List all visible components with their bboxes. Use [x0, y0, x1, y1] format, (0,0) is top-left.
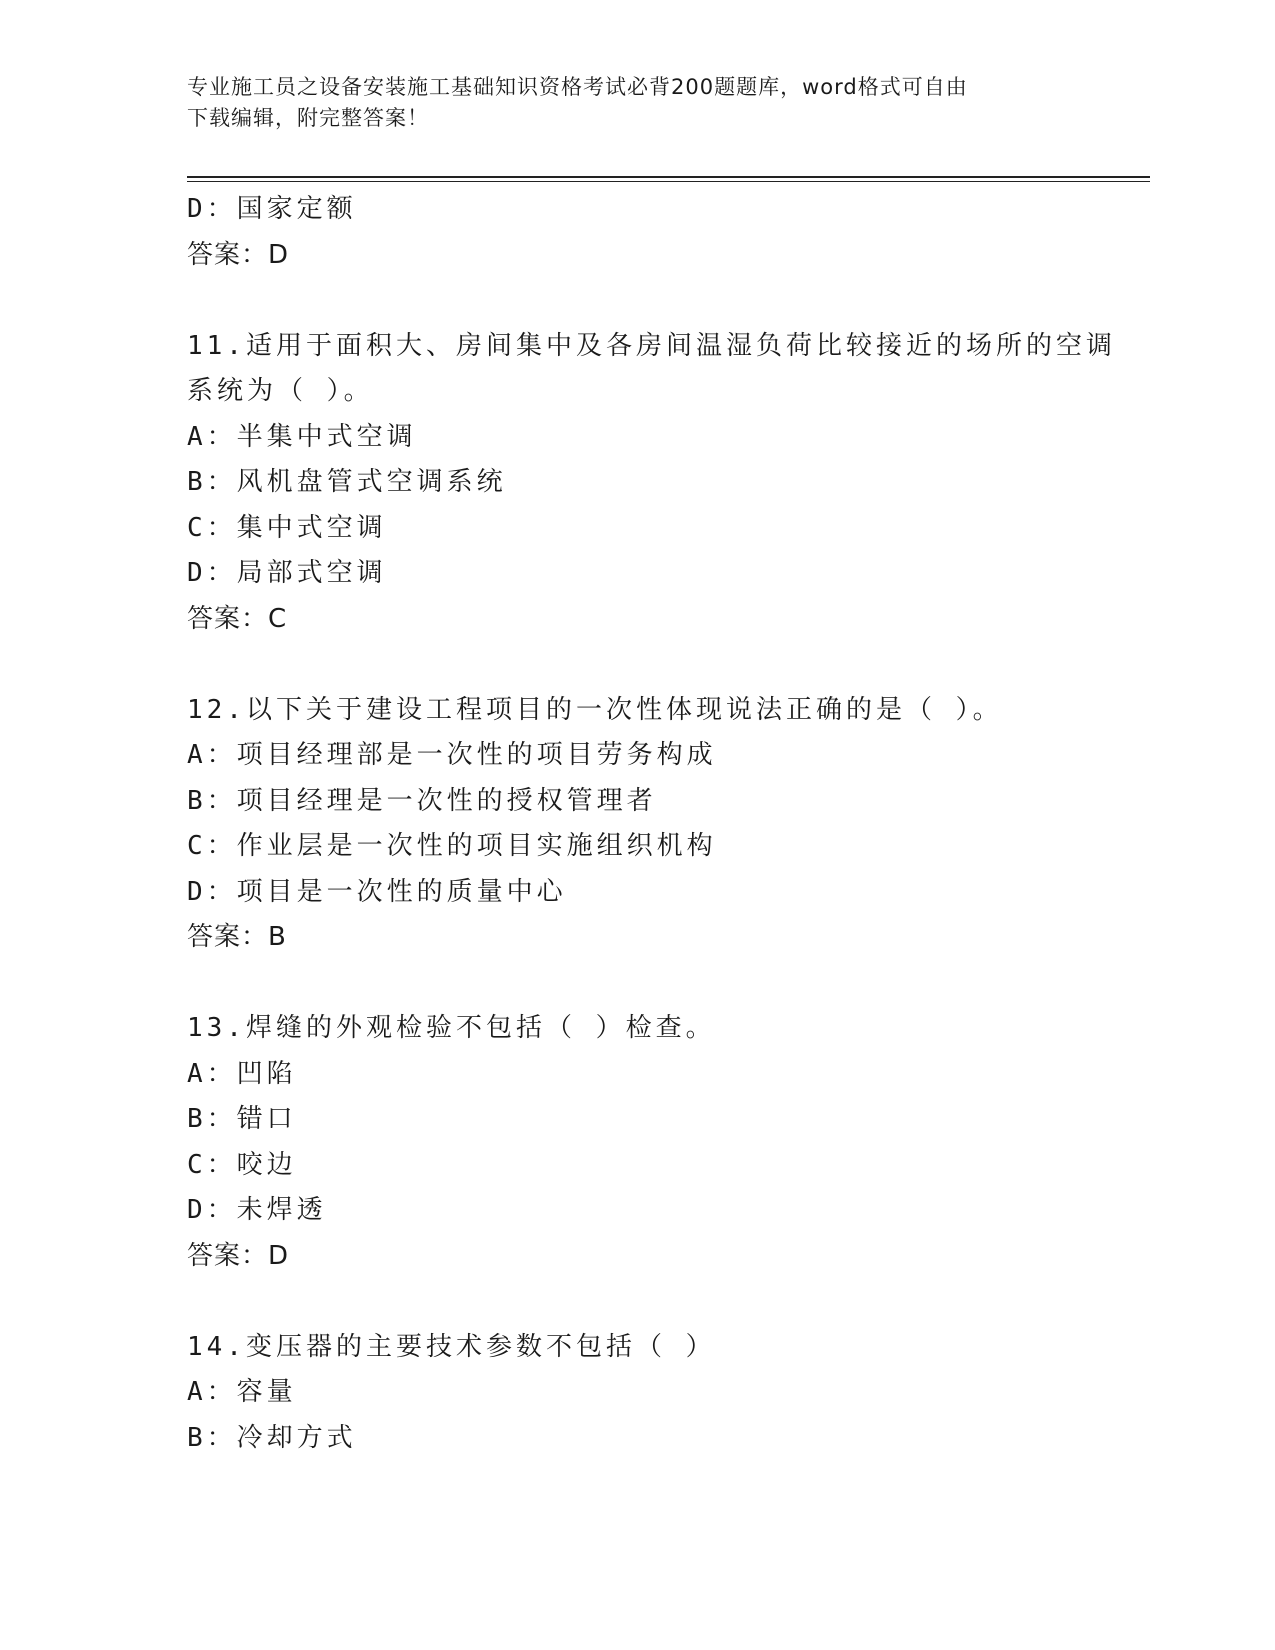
answer: 答案：D [187, 239, 290, 270]
option-d: D：项目是一次性的质量中心 [187, 876, 567, 907]
question-stem: 14.变压器的主要技术参数不包括（ ） [187, 1331, 716, 1362]
spacer [187, 1279, 1087, 1325]
option-a: A：项目经理部是一次性的项目劳务构成 [187, 740, 717, 770]
question-stem-continued: 系统为（ ）。 [187, 376, 374, 406]
option-b: B：冷却方式 [187, 1422, 357, 1453]
spacer [187, 961, 1087, 1007]
header-line-2: 下载编辑，附完整答案！ [187, 106, 429, 130]
spacer [187, 642, 1087, 688]
option-d: D：国家定额 [187, 194, 357, 224]
option-a: A：容量 [187, 1377, 297, 1407]
document-header [187, 72, 1067, 134]
question-stem: 12.以下关于建设工程项目的一次性体现说法正确的是（ ）。 [187, 694, 1003, 725]
question-stem: 13.焊缝的外观检验不包括（ ）检查。 [187, 1013, 716, 1043]
document-body [187, 187, 1116, 1461]
question-block [187, 324, 1116, 643]
question-block [187, 1325, 1087, 1462]
option-b: B：错口 [187, 1104, 297, 1134]
option-d: D：局部式空调 [187, 558, 387, 588]
answer: 答案：C [187, 603, 288, 634]
answer: 答案：B [187, 922, 287, 952]
header-divider-thin [187, 181, 1150, 182]
option-a: A：半集中式空调 [187, 421, 417, 452]
answer: 答案：D [187, 1240, 290, 1271]
option-b: B：风机盘管式空调系统 [187, 467, 507, 497]
option-d: D：未焊透 [187, 1195, 327, 1225]
question-stem: 11.适用于面积大、房间集中及各房间温湿负荷比较接近的场所的空调 [187, 330, 1116, 361]
option-a: A：凹陷 [187, 1058, 297, 1089]
question-block [187, 688, 1087, 961]
header-divider-thick [187, 176, 1150, 178]
option-c: C：咬边 [187, 1149, 297, 1180]
header-line-1: 专业施工员之设备安装施工基础知识资格考试必背200题题库，word格式可自由 [187, 75, 968, 99]
option-c: C：作业层是一次性的项目实施组织机构 [187, 831, 717, 861]
spacer [187, 278, 1087, 324]
question-block [187, 1006, 1087, 1279]
option-b: B：项目经理是一次性的授权管理者 [187, 785, 657, 816]
option-c: C：集中式空调 [187, 512, 387, 543]
